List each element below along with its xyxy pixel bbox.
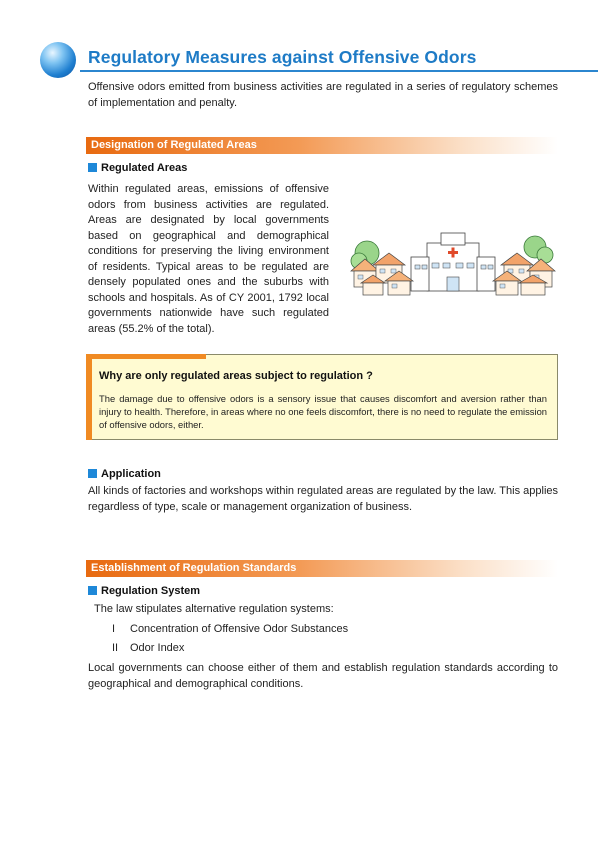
callout-answer: The damage due to offensive odors is a sensory issue that causes discomfort and aversion rather than injury to health. Therefore, in areas where no one feels discomfort, there is no need to regulate the emission of offensive odors, either.: [99, 393, 547, 430]
square-bullet-icon: [88, 163, 97, 172]
callout-accent-top: [86, 354, 206, 359]
regulated-areas-paragraph: Within regulated areas, emissions of offensive odors from business activities are regulated. Areas are designated by local governments based on geographical and demographical conditions for preserving the living environment of residents. Typical areas to be regulated are densely populated ones and the suburbs with schools and hospitals. As of CY 2001, 1792 local governments nationwide have such regulated areas (55.2% of the total).: [88, 183, 329, 335]
square-bullet-icon: [88, 469, 97, 478]
square-bullet-icon: [88, 586, 97, 595]
application-paragraph: All kinds of factories and workshops within regulated areas are regulated by the law. This applies regardless of type, scale or management organization of business.: [88, 485, 559, 513]
section-band-designation: Designation of Regulated Areas: [86, 137, 558, 154]
page-title: Regulatory Measures against Offensive Odors: [88, 47, 477, 67]
page-header: [40, 40, 560, 80]
subheading-application: [88, 467, 161, 481]
blue-sphere-icon: [40, 42, 76, 78]
subheading-regulated-areas: [88, 161, 187, 175]
hospital-building-icon: [411, 233, 495, 291]
subheading-regulation-system: [88, 584, 200, 598]
callout-box: [86, 354, 558, 440]
list-number: I: [112, 623, 116, 635]
regulation-system-paragraph: The law stipulates alternative regulation systems:: [94, 603, 334, 615]
subheading-label: Application: [101, 468, 161, 480]
list-text: Concentration of Offensive Odor Substances: [130, 623, 349, 635]
callout-question: Why are only regulated areas subject to regulation ?: [99, 370, 373, 382]
list-number: II: [112, 642, 119, 654]
callout-accent-left: [86, 354, 92, 440]
tree-icon: [524, 236, 553, 263]
list-text: Odor Index: [130, 642, 185, 654]
intro-paragraph: Offensive odors emitted from business activities are regulated in a series of regulatory schemes of implementation and penalty.: [88, 81, 558, 109]
section-band-standards: Establishment of Regulation Standards: [86, 560, 558, 577]
subheading-label: Regulation System: [101, 585, 201, 597]
closing-paragraph: Local governments can choose either of them and establish regulation standards according to geographical and demographical conditions.: [88, 662, 558, 690]
title-underline: [80, 70, 598, 72]
town-illustration: [345, 225, 560, 300]
subheading-label: Regulated Areas: [101, 162, 188, 174]
